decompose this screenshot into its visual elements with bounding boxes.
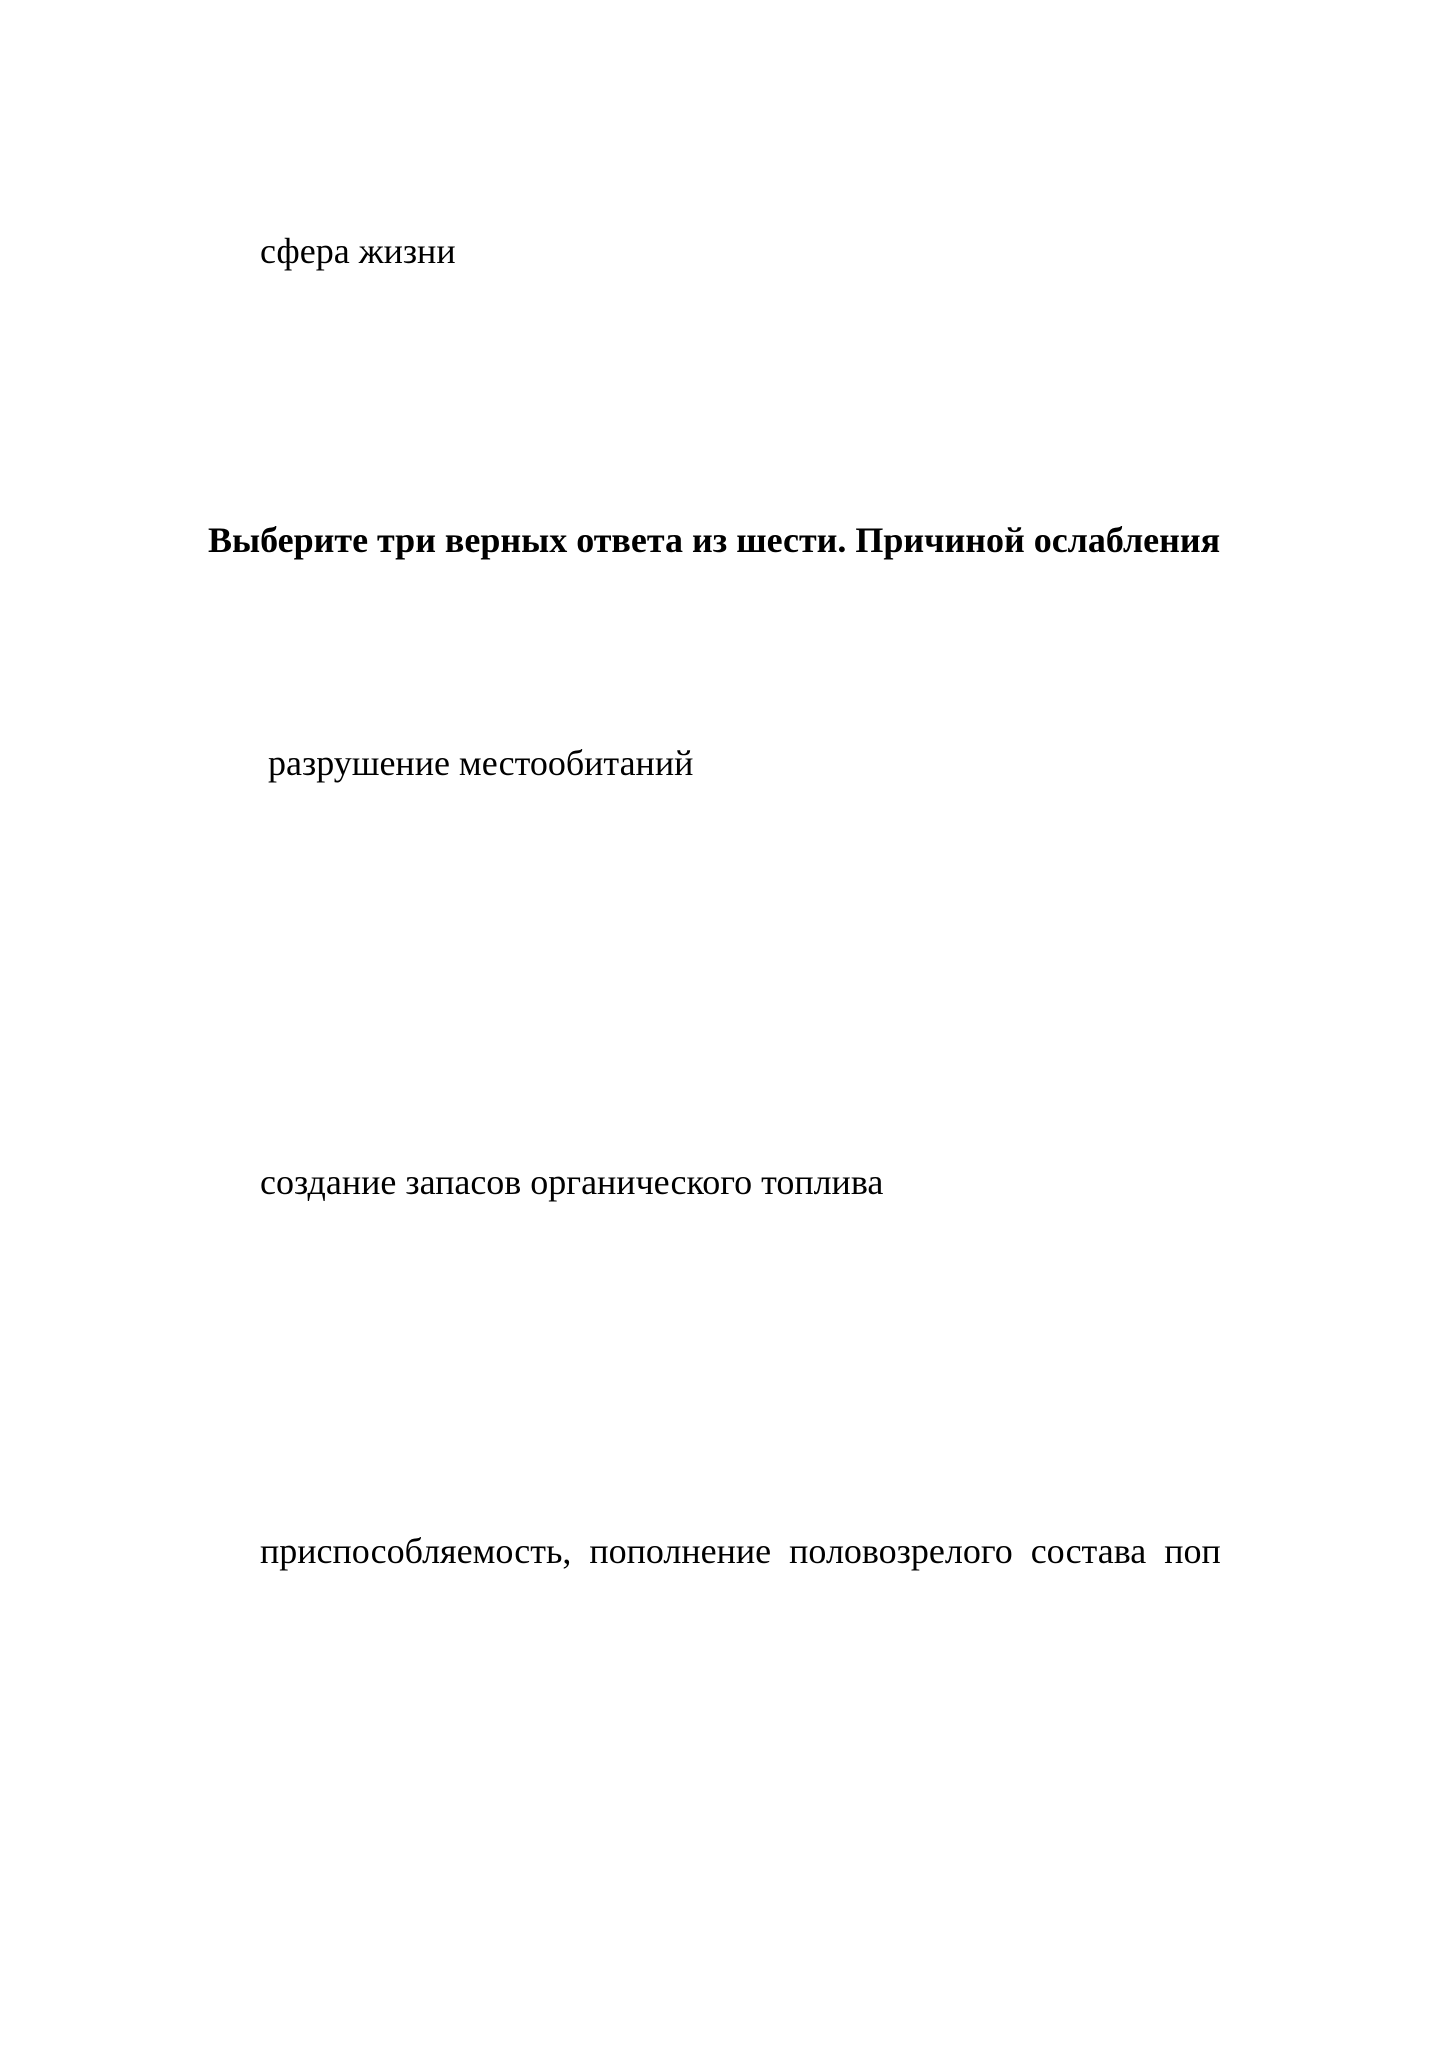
answer-option-text: создание запасов органического топлива (260, 1162, 884, 1202)
answer-option-text: разрушение местообитаний (268, 743, 694, 783)
answer-option-text: сфера жизни (260, 231, 456, 271)
question-prompt: Выберите три верных ответа из шести. Причиной ослабления (208, 520, 1221, 560)
answer-option-text: приспособляемость, пополнение половозрелого состава поп (260, 1531, 1221, 1571)
